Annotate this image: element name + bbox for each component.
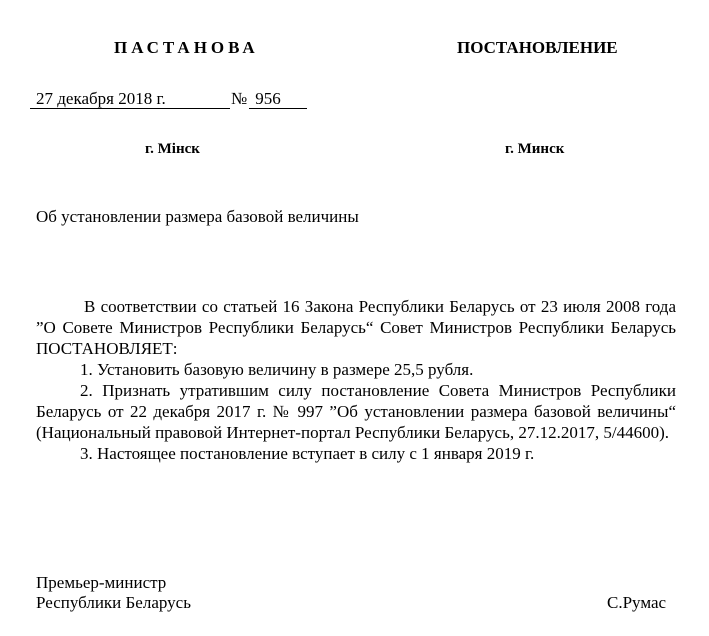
document-title-russian: ПОСТАНОВЛЕНИЕ (457, 38, 618, 57)
document-date: 27 декабря 2018 г. (30, 89, 230, 109)
date-number-line (30, 89, 307, 109)
preamble-paragraph: В соответствии со статьей 16 Закона Республики Беларусь от 23 июля 2008 года ”О Совете Министров Республики Беларусь“ Совет Министров Республики Беларусь ПОСТАНОВЛЯЕТ: (36, 297, 676, 358)
signatory-position (36, 573, 191, 613)
document-title-belarusian: ПАСТАНОВА (114, 38, 259, 57)
signatory-position-line-1: Премьер-министр (36, 573, 167, 592)
number-sign: № (231, 89, 248, 108)
clause-1: 1. Установить базовую величину в размере 25,5 рубля. (80, 360, 474, 379)
signatory-name: С.Румас (607, 593, 667, 612)
document-number: 956 (249, 89, 307, 109)
signatory-position-line-2: Республики Беларусь (36, 593, 191, 612)
document-subject: Об установлении размера базовой величины (36, 207, 359, 226)
clause-3: 3. Настоящее постановление вступает в силу с 1 января 2019 г. (80, 444, 535, 463)
city-russian: г. Минск (505, 141, 565, 157)
clause-2: 2. Признать утратившим силу постановление Совета Министров Республики Беларусь от 22 декабря 2017 г. № 997 ”Об установлении размера базовой величины“ (Национальный правовой Интернет-портал Республики Беларусь, 27.12.2017, 5/44600). (36, 381, 676, 442)
document-body (36, 296, 676, 464)
city-belarusian: г. Мінск (145, 141, 200, 157)
